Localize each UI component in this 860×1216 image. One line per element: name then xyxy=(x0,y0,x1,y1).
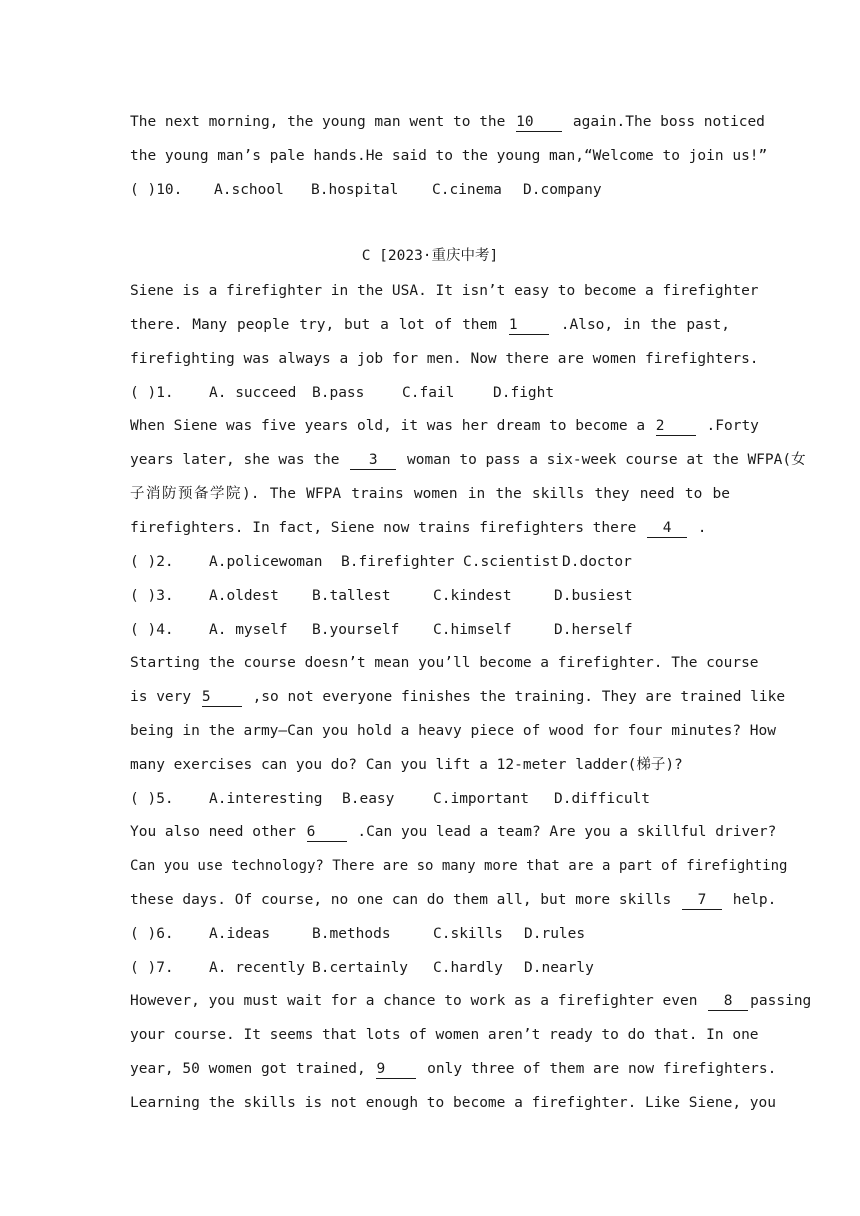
text-segment: .Also, in the past, xyxy=(560,317,731,333)
answer-bracket: ( )5. xyxy=(130,791,174,807)
text-segment: ,so not everyone finishes the training. They are trained like xyxy=(252,689,786,705)
passage-line xyxy=(130,888,777,912)
text-segment: there. Many people try, but a lot of them xyxy=(130,317,497,333)
text-segment: However, you must wait for a chance to work as a firefighter even xyxy=(130,993,698,1009)
passage-line xyxy=(130,414,759,438)
option-d: D.doctor xyxy=(562,554,632,570)
text-segment: woman to pass a six-week course at the WFPA(女 xyxy=(406,452,806,468)
option-c: C.scientist xyxy=(463,554,560,570)
option-c: C.important xyxy=(433,791,530,807)
text-segment: When Siene was five years old, it was her dream to become a xyxy=(130,418,646,434)
option-d: D.busiest xyxy=(554,588,633,604)
option-c: C.skills xyxy=(433,926,503,942)
answer-bracket: ( )6. xyxy=(130,926,174,942)
passage-line xyxy=(130,110,765,134)
option-b: B.hospital xyxy=(311,182,399,198)
passage-line xyxy=(130,313,730,337)
passage-line: firefighting was always a job for men. Now there are women firefighters. xyxy=(130,351,759,367)
text-segment: passing xyxy=(750,993,812,1009)
question-7 xyxy=(130,956,730,980)
text-segment: years later, she was the xyxy=(130,452,340,468)
passage-line: Learning the skills is not enough to become a firefighter. Like Siene, you xyxy=(130,1095,777,1111)
option-a: A.oldest xyxy=(209,588,279,604)
blank-6: 6 xyxy=(307,823,347,842)
blank-1: 1 xyxy=(509,316,549,335)
passage-line: your course. It seems that lots of women aren’t ready to do that. In one xyxy=(130,1027,759,1043)
question-1 xyxy=(130,381,730,405)
question-10 xyxy=(130,178,730,202)
answer-bracket: ( )1. xyxy=(130,385,174,401)
option-c: C.hardly xyxy=(433,960,503,976)
text-segment: these days. Of course, no one can do them all, but more skills xyxy=(130,892,672,908)
text-segment: The next morning, the young man went to the xyxy=(130,114,506,130)
option-b: B.certainly xyxy=(312,960,409,976)
text-segment: You also need other xyxy=(130,824,296,840)
passage-line: Starting the course doesn’t mean you’ll become a firefighter. The course xyxy=(130,655,759,671)
answer-bracket: ( )10. xyxy=(130,182,183,198)
option-a: A.interesting xyxy=(209,791,323,807)
option-a: A.school xyxy=(214,182,284,198)
option-d: D.fight xyxy=(493,385,555,401)
option-c: C.cinema xyxy=(432,182,502,198)
blank-9: 9 xyxy=(376,1060,416,1079)
text-segment: .Forty xyxy=(706,418,759,434)
text-segment: . xyxy=(697,520,707,536)
blank-2: 2 xyxy=(656,417,696,436)
question-3 xyxy=(130,584,730,608)
option-d: D.difficult xyxy=(554,791,651,807)
option-b: B.firefighter xyxy=(341,554,455,570)
passage-line xyxy=(130,685,786,709)
option-c: C.kindest xyxy=(433,588,512,604)
passage-line xyxy=(130,516,730,540)
option-a: A. myself xyxy=(209,622,288,638)
option-c: C.fail xyxy=(402,385,455,401)
passage-line xyxy=(130,820,777,844)
option-a: A.ideas xyxy=(209,926,271,942)
blank-5: 5 xyxy=(202,688,242,707)
option-b: B.tallest xyxy=(312,588,391,604)
question-4 xyxy=(130,618,730,642)
option-b: B.yourself xyxy=(312,622,400,638)
passage-line: 子消防预备学院). The WFPA trains women in the skills they need to be xyxy=(130,486,730,502)
text-segment: .Can you lead a team? Are you a skillful driver? xyxy=(357,824,777,840)
answer-bracket: ( )4. xyxy=(130,622,174,638)
text-segment: firefighters. In fact, Siene now trains firefighters there xyxy=(130,520,637,536)
option-a: A.policewoman xyxy=(209,554,323,570)
passage-line: many exercises can you do? Can you lift a 12-meter ladder(梯子)? xyxy=(130,757,683,773)
passage-line: the young man’s pale hands.He said to the young man,“Welcome to join us!” xyxy=(130,148,768,164)
section-heading: C [2023·重庆中考] xyxy=(361,248,499,264)
passage-line xyxy=(130,448,806,472)
option-d: D.company xyxy=(523,182,602,198)
text-segment: is very xyxy=(130,689,192,705)
option-b: B.methods xyxy=(312,926,391,942)
answer-bracket: ( )7. xyxy=(130,960,174,976)
option-c: C.himself xyxy=(433,622,512,638)
blank-3: 3 xyxy=(350,451,396,470)
text-segment: year, 50 women got trained, xyxy=(130,1061,366,1077)
passage-line: Siene is a firefighter in the USA. It isn’t easy to become a firefighter xyxy=(130,283,759,299)
option-b: B.easy xyxy=(342,791,395,807)
question-6 xyxy=(130,922,730,946)
option-d: D.herself xyxy=(554,622,633,638)
passage-line: being in the army—Can you hold a heavy piece of wood for four minutes? How xyxy=(130,723,777,739)
blank-8: 8 xyxy=(708,992,748,1011)
text-segment: again.The boss noticed xyxy=(572,114,765,130)
blank-4: 4 xyxy=(647,519,687,538)
question-5 xyxy=(130,787,730,811)
text-segment: only three of them are now firefighters. xyxy=(427,1061,777,1077)
passage-line xyxy=(130,1057,777,1081)
passage-line: Can you use technology? There are so many more that are a part of firefighting xyxy=(130,858,788,874)
passage-line xyxy=(130,989,812,1013)
option-d: D.rules xyxy=(524,926,586,942)
option-a: A. recently xyxy=(209,960,306,976)
option-b: B.pass xyxy=(312,385,365,401)
blank-7: 7 xyxy=(682,891,722,910)
question-2 xyxy=(130,550,730,574)
text-segment: help. xyxy=(732,892,777,908)
option-d: D.nearly xyxy=(524,960,594,976)
option-a: A. succeed xyxy=(209,385,297,401)
answer-bracket: ( )3. xyxy=(130,588,174,604)
blank-10: 10 xyxy=(516,113,562,132)
answer-bracket: ( )2. xyxy=(130,554,174,570)
